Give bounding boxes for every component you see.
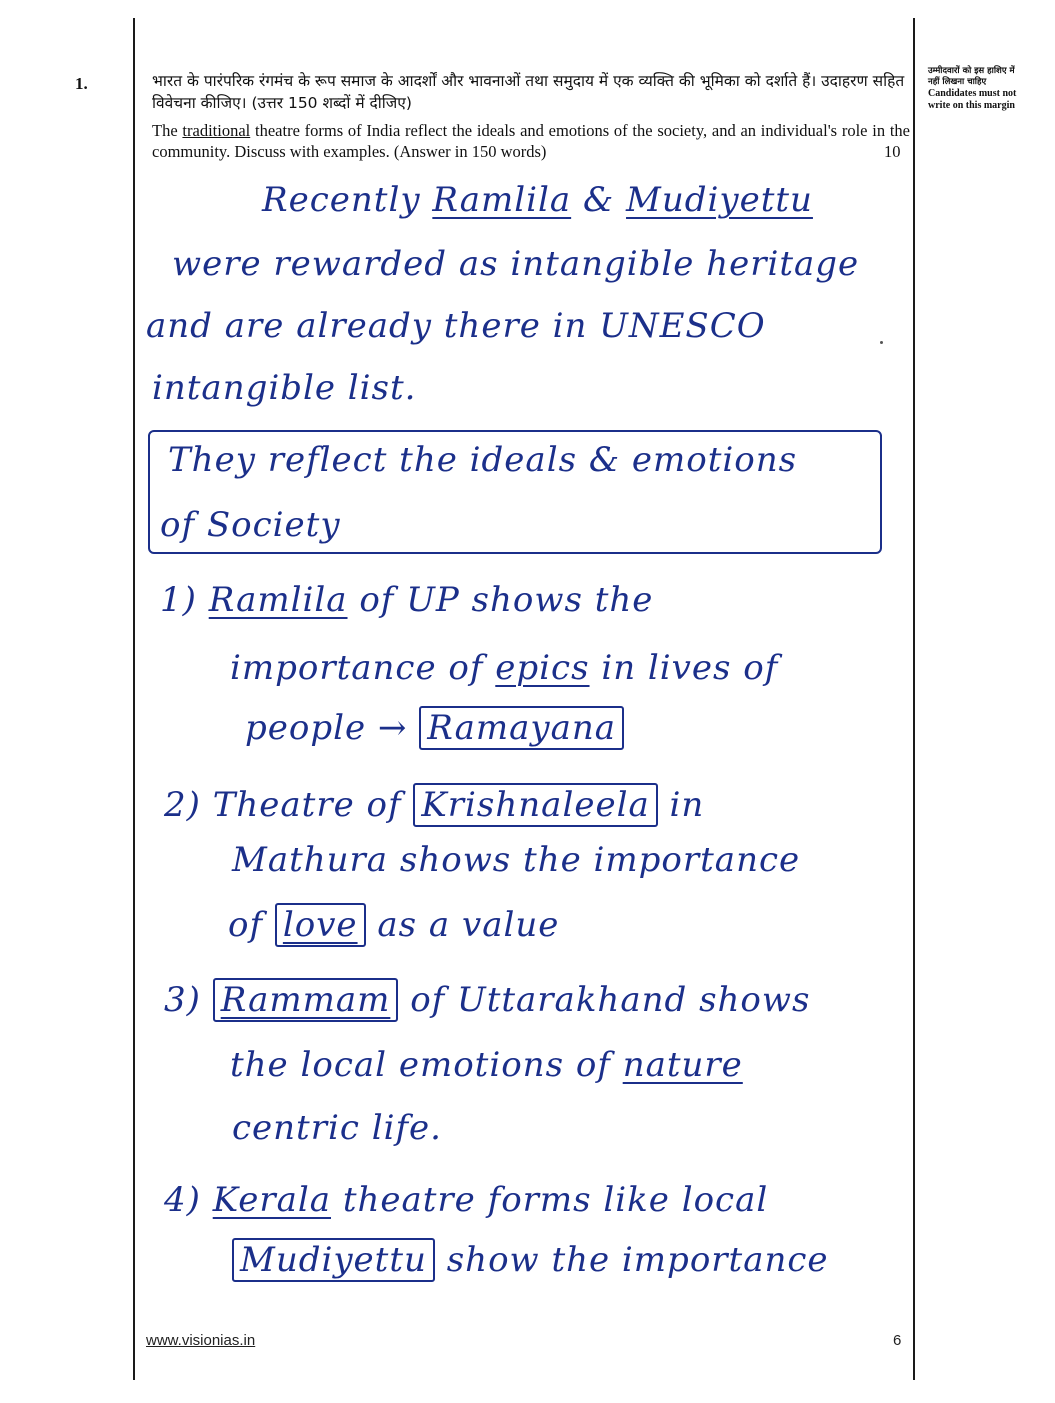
point-2-of: of bbox=[228, 905, 264, 945]
ink-dot bbox=[880, 341, 883, 344]
answer-box-line-2: of Society bbox=[160, 505, 341, 545]
question-number: 1. bbox=[75, 74, 88, 93]
answer-point-2-line-1 bbox=[164, 785, 704, 825]
margin-instruction-hindi: उम्मीदवारों को इस हाशिए में नहीं लिखना चाहिए bbox=[928, 66, 1015, 87]
answer-point-4-line-1 bbox=[164, 1180, 768, 1220]
answer-point-3-line-2 bbox=[230, 1045, 743, 1085]
point-3-text: of Uttarakhand shows bbox=[410, 980, 811, 1020]
question-marks: 10 bbox=[884, 142, 901, 161]
answer-line-4: intangible list. bbox=[152, 368, 417, 408]
answer-line-2: were rewarded as intangible heritage bbox=[172, 244, 860, 284]
point-4-mudiyettu: Mudiyettu bbox=[232, 1238, 435, 1282]
point-1-text-3: in lives of bbox=[601, 648, 779, 688]
answer-word-recently: Recently bbox=[262, 180, 421, 220]
page-number: 6 bbox=[893, 1332, 902, 1349]
answer-point-2-line-2: Mathura shows the importance bbox=[232, 840, 801, 880]
point-4-kerala: Kerala bbox=[212, 1180, 331, 1220]
answer-point-3-line-1 bbox=[164, 980, 810, 1020]
point-4-text-2: show the importance bbox=[446, 1240, 829, 1280]
question-text-english bbox=[152, 120, 910, 162]
question-text-english-underlined: traditional bbox=[182, 121, 251, 140]
point-1-epics: epics bbox=[495, 648, 590, 688]
margin-instruction bbox=[928, 66, 1018, 112]
point-1-number: 1) bbox=[160, 580, 197, 620]
point-1-text: of UP shows the bbox=[359, 580, 654, 620]
left-margin-rule bbox=[133, 18, 135, 1380]
point-3-text-2: the local emotions of bbox=[230, 1045, 611, 1085]
question-text-english-post: theatre forms of India reflect the ideals and emotions of the society, and an individual's role in the community. Discuss with examples. (Answer in 150 words) bbox=[152, 121, 911, 161]
point-2-in: in bbox=[669, 785, 705, 825]
point-2-krishnaleela: Krishnaleela bbox=[413, 783, 657, 827]
point-1-text-2: importance of bbox=[230, 648, 484, 688]
question-text-english-pre: The bbox=[152, 121, 178, 140]
answer-point-1-line-2 bbox=[230, 648, 778, 688]
point-1-ramlila: Ramlila bbox=[208, 580, 348, 620]
answer-point-4-line-2 bbox=[232, 1240, 829, 1280]
answer-mudiyettu: Mudiyettu bbox=[626, 180, 813, 220]
answer-point-1-line-3 bbox=[245, 708, 624, 748]
point-1-text-4: people → bbox=[245, 708, 408, 748]
footer-website-link[interactable]: www.visionias.in bbox=[146, 1332, 256, 1349]
answer-ampersand: & bbox=[582, 180, 615, 220]
point-3-rammam: Rammam bbox=[213, 978, 399, 1022]
answer-point-1-line-1 bbox=[160, 580, 653, 620]
point-3-number: 3) bbox=[164, 980, 201, 1020]
right-margin-rule bbox=[913, 18, 915, 1380]
point-1-ramayana: Ramayana bbox=[419, 706, 624, 750]
answer-line-1 bbox=[262, 180, 813, 220]
point-3-nature: nature bbox=[622, 1045, 743, 1085]
question-text-hindi: भारत के पारंपरिक रंगमंच के रूप समाज के आदर्शों और भावनाओं तथा समुदाय में एक व्यक्ति की भूमिका को दर्शाते हैं। उदाहरण सहित विवेचना कीजिए। (उत्तर 150 शब्दों में दीजिए) bbox=[152, 72, 905, 112]
answer-line-3: and are already there in UNESCO bbox=[146, 306, 766, 346]
answer-point-2-line-3 bbox=[228, 905, 559, 945]
answer-ramlila: Ramlila bbox=[432, 180, 572, 220]
answer-box-line-1: They reflect the ideals & emotions bbox=[168, 440, 798, 480]
margin-instruction-english: Candidates must not write on this margin bbox=[928, 88, 1017, 111]
point-2-love: love bbox=[275, 903, 366, 947]
answer-point-3-line-3: centric life. bbox=[232, 1108, 442, 1148]
point-4-text: theatre forms like local bbox=[342, 1180, 769, 1220]
point-4-number: 4) bbox=[164, 1180, 201, 1220]
point-2-number: 2) bbox=[164, 785, 201, 825]
point-2-text-3: as a value bbox=[377, 905, 560, 945]
point-2-text: Theatre of bbox=[212, 785, 402, 825]
